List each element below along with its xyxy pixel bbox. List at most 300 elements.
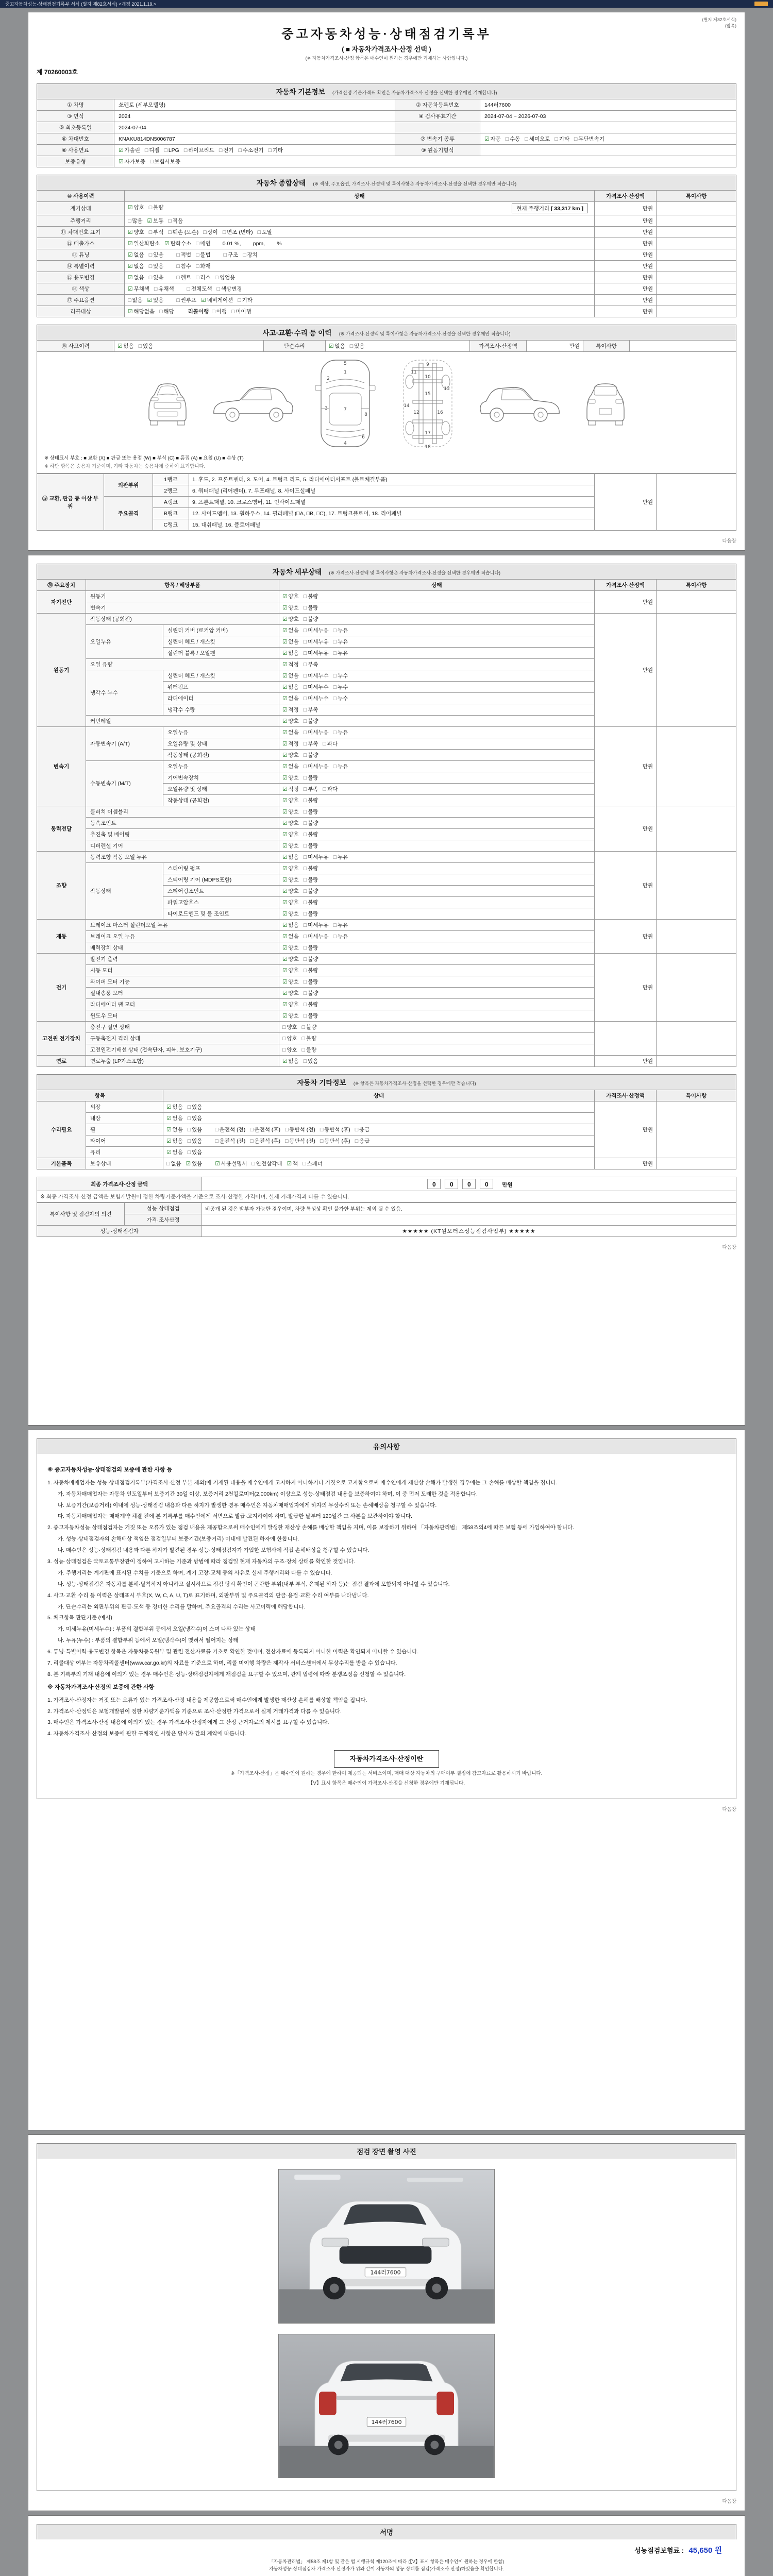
checkbox-option[interactable]: ☑ 없음	[282, 1058, 299, 1064]
checkbox-option[interactable]: □ 불량	[303, 979, 318, 985]
checkbox-option[interactable]: □ 하이브리드	[183, 147, 214, 154]
checked-checkbox-icon: ☑	[282, 900, 288, 906]
checkbox-option[interactable]: □ 불량	[301, 1024, 317, 1030]
checkbox-option[interactable]: ☑ 양호	[282, 979, 299, 985]
insurance-fee-label: 성능점검보험료 :	[634, 2547, 684, 2554]
checkbox-option[interactable]: □ 있음	[138, 343, 154, 349]
price-cell: 만원	[595, 614, 657, 727]
notice-item: 5. 체크항목 판단기준 (예시)	[47, 1615, 112, 1621]
checkbox-option[interactable]: □ 양호	[282, 1036, 297, 1042]
checkbox-option[interactable]: ☑ 양호	[282, 900, 299, 906]
checkbox-option[interactable]: □ 응급	[355, 1127, 370, 1133]
checkbox-option[interactable]: □ 리스	[196, 275, 211, 281]
next-page-link[interactable]: 다음장	[722, 1807, 736, 1813]
checkbox-option[interactable]: ☑ 양호	[128, 229, 144, 235]
mileage-label: 현재 주행거리	[516, 206, 551, 212]
checkbox-option[interactable]: ☑ 없음	[282, 673, 299, 679]
checkbox-option[interactable]: □ 침수	[176, 263, 191, 269]
checkbox-option[interactable]: ☑ 양호	[128, 205, 144, 211]
checked-checkbox-icon: ☑	[282, 809, 288, 815]
checkbox-option[interactable]: ☑ 없음	[166, 1104, 183, 1110]
item-label: 연료누출 (LP가스포함)	[86, 1056, 279, 1067]
checkbox-option[interactable]: ☑ 없음	[166, 1127, 183, 1133]
checkbox-option[interactable]: □ 미세누수	[303, 673, 329, 679]
checkbox-option[interactable]: ☑ 무채색	[128, 286, 149, 292]
checkbox-option[interactable]: □ 불량	[303, 820, 318, 826]
checkbox-option[interactable]: □ 불량	[303, 594, 318, 600]
table-row	[37, 111, 736, 122]
checkbox-option[interactable]: □ 응급	[355, 1138, 370, 1144]
column-header: 가격조사·산정액	[595, 580, 657, 591]
checkbox-option[interactable]: □ 미세누유	[303, 934, 329, 940]
checkbox-option[interactable]: □ 불량	[303, 945, 318, 951]
checkbox-option[interactable]: ☑ 양호	[282, 866, 299, 872]
checked-checkbox-icon: ☑	[282, 990, 288, 996]
checkbox-option[interactable]: ☑ 일산화탄소	[128, 241, 160, 247]
column-header: 상태	[163, 1090, 595, 1101]
checkbox-option[interactable]: □ 불량	[303, 775, 318, 781]
checkbox-option[interactable]: □ 누수	[333, 684, 348, 690]
price-definition-box	[47, 1750, 726, 1787]
checkbox-option[interactable]: □ 많음	[128, 218, 143, 224]
checkbox-option[interactable]: □ 썬루프	[176, 297, 197, 303]
unchecked-checkbox-icon: □	[303, 900, 307, 906]
checkbox-option[interactable]: □ 훼손 (오손)	[168, 229, 199, 235]
checkbox-option[interactable]: □ 불량	[303, 990, 318, 996]
checkbox-option[interactable]: □ 부식	[148, 229, 164, 235]
rank-label: 2랭크	[153, 485, 189, 497]
column-header: 특이사항	[657, 191, 736, 202]
checkbox-option[interactable]: ☑ 적정	[282, 786, 299, 792]
checkbox-option[interactable]: □ 불량	[303, 718, 318, 724]
checkbox-option[interactable]: ☑ 양호	[282, 945, 299, 951]
checkbox-option[interactable]: ☑ 있음	[186, 1161, 203, 1167]
notice-item: 가. 미세누유(미세누수) : 부품의 결합부위 등에서 오일(냉각수)이 스며 나와 있는 상태	[58, 1626, 256, 1633]
inspector-label: 성능·상태점검자	[37, 1226, 202, 1237]
checkbox-option[interactable]: □ 누유	[333, 922, 348, 928]
status-cell	[279, 954, 595, 965]
checkbox-option[interactable]: □ 양호	[282, 1047, 297, 1053]
checkbox-option[interactable]: □ 운전석 (전)	[215, 1127, 246, 1133]
checkbox-option[interactable]: □ 부족	[303, 786, 318, 792]
checkbox-option[interactable]: □ 과다	[323, 786, 338, 792]
checkbox-option[interactable]: ☑ 없음	[117, 343, 134, 349]
status-cell	[279, 602, 595, 614]
checkbox-option[interactable]: □ 세미오토	[525, 136, 550, 142]
unchecked-checkbox-icon: □	[282, 1036, 286, 1042]
subitem-label: 파워고압호스	[163, 897, 279, 908]
checkbox-option[interactable]: □ 해당	[159, 309, 174, 315]
device-group-label: 자기진단	[37, 591, 86, 614]
checkbox-option[interactable]: □ 불량	[303, 968, 318, 974]
checkbox-option[interactable]: □ 미이행	[231, 309, 251, 315]
checkbox-option[interactable]: □ 불량	[303, 1013, 318, 1019]
checkbox-option[interactable]: ☑ 탄화수소	[164, 241, 192, 247]
checkbox-option[interactable]: □ 미세누유	[303, 639, 329, 645]
checkbox-option[interactable]: □ 전체도색	[187, 286, 212, 292]
checkbox-option[interactable]: □ 화재	[196, 263, 211, 269]
checkbox-option[interactable]: □ 색상변경	[216, 286, 242, 292]
checkbox-option[interactable]: □ 누유	[333, 854, 348, 860]
checkbox-option[interactable]: □ 있음	[148, 275, 164, 281]
unchecked-checkbox-icon: □	[196, 275, 199, 281]
unchecked-checkbox-icon: □	[268, 147, 272, 154]
unchecked-checkbox-icon: □	[333, 673, 337, 679]
checkbox-option[interactable]: ☑ 사용설명서	[215, 1161, 247, 1167]
checkbox-option[interactable]: □ 동반석 (후)	[320, 1138, 350, 1144]
checkbox-option[interactable]: □ 수소전기	[238, 147, 264, 154]
unchecked-checkbox-icon: □	[148, 252, 153, 258]
checkbox-option[interactable]: ☑ 양호	[282, 877, 299, 883]
checkbox-option[interactable]: ☑ 가솔린	[119, 147, 140, 154]
checkbox-option[interactable]: ☑ 자동	[484, 136, 501, 142]
checkbox-option[interactable]: □ 있음	[148, 263, 164, 269]
checkbox-option[interactable]: ☑ 없음	[282, 684, 299, 690]
status-cell	[163, 1147, 595, 1158]
checkbox-option[interactable]: □ 부족	[303, 662, 318, 668]
checkbox-option[interactable]: □ 보험사보증	[150, 159, 181, 165]
checkbox-option[interactable]: □ 도말	[257, 229, 273, 235]
checkbox-option[interactable]: □ 상이	[203, 229, 218, 235]
checkbox-option[interactable]: □ 미세누유	[303, 650, 329, 656]
checkbox-option[interactable]: ☑ 없음	[166, 1149, 183, 1156]
checkbox-option[interactable]: □ 유채색	[154, 286, 174, 292]
checkbox-option[interactable]: □ 있음	[187, 1104, 203, 1110]
checkbox-option[interactable]: □ 불량	[303, 798, 318, 804]
checkbox-option[interactable]: ☑ 없음	[282, 854, 299, 860]
unchecked-checkbox-icon: □	[303, 662, 307, 668]
checkbox-option[interactable]: ☑ 적정	[282, 741, 299, 747]
section-title: 자동차 세부상태	[272, 568, 322, 576]
field-label: ⑧ 사용연료	[37, 145, 114, 156]
checkbox-option[interactable]: □ 미세누수	[303, 696, 329, 702]
checkbox-option[interactable]: ☑ 양호	[282, 990, 299, 996]
checked-checkbox-icon: ☑	[128, 275, 133, 281]
checkbox-option[interactable]: ☑ 양호	[282, 832, 299, 838]
table-row	[37, 1101, 736, 1113]
checkbox-option[interactable]: □ 있음	[187, 1138, 203, 1144]
next-page-link[interactable]: 다음장	[722, 538, 736, 544]
checkbox-option[interactable]: □ 과다	[323, 741, 338, 747]
checkbox-option[interactable]: ☑ 적정	[282, 662, 299, 668]
checkbox-option[interactable]: □ 무단변속기	[574, 136, 604, 142]
checkbox-option[interactable]: □ 양호	[282, 1024, 297, 1030]
checkbox-option[interactable]: □ LPG	[164, 147, 179, 154]
rank-items: 1. 후드, 2. 프론트펜더, 3. 도어, 4. 트렁크 리드, 5. 라디에이터서포트 (볼트체결부품)	[189, 474, 595, 485]
row-label: ⑫ 배출가스	[37, 238, 125, 249]
checkbox-option[interactable]: □ 미세누수	[303, 684, 329, 690]
checkbox-option[interactable]: ☑ 양호	[282, 718, 299, 724]
checkbox-option[interactable]: □ 불량	[303, 605, 318, 611]
status-cell	[279, 840, 595, 852]
checkbox-option[interactable]: ☑ 없음	[282, 639, 299, 645]
field-label: ④ 검사유효기간	[395, 111, 480, 122]
checkbox-option[interactable]: □ 누수	[333, 673, 348, 679]
checkbox-option[interactable]: □ 누유	[333, 650, 348, 656]
price-digit: 0	[480, 1179, 493, 1189]
checkbox-option[interactable]: ☑ 보통	[147, 218, 164, 224]
checkbox-option[interactable]: ☑ 없음	[282, 764, 299, 770]
status-cell	[279, 1056, 595, 1067]
next-page-link[interactable]: 다음장	[722, 2499, 736, 2504]
checkbox-option[interactable]: □ 운전석 (후)	[250, 1138, 281, 1144]
topbar-accent-chip[interactable]	[754, 2, 768, 6]
checkbox-option[interactable]: □ 있음	[349, 343, 365, 349]
checkbox-option[interactable]: □ 누유	[333, 639, 348, 645]
checkbox-option[interactable]: □ 적음	[168, 218, 183, 224]
price-definition-line: ※「가격조사·산정」은 매수인이 원하는 경우에 한하여 제공되는 서비스이며, 매매 대상 자동차의 구매여부 결정에 참고자료로 활용하시기 바랍니다.	[230, 1770, 543, 1776]
checkbox-option[interactable]: ☑ 없음	[282, 730, 299, 736]
item-label: 브레이크 오일 누유	[86, 931, 279, 942]
opinion-text	[202, 1214, 736, 1226]
unchecked-checkbox-icon: □	[231, 309, 235, 315]
checkbox-option[interactable]: ☑ 양호	[282, 616, 299, 622]
price-cell: 만원	[595, 227, 657, 238]
status-code-legend-note: ※ 하단 항목은 승용차 기준이며, 기타 자동차는 승용차에 준하여 표기합니다.	[44, 464, 206, 469]
checkbox-option[interactable]: ☑ 잭	[287, 1161, 298, 1167]
checkbox-option[interactable]: □ 동반석 (전)	[285, 1138, 315, 1144]
checkbox-option[interactable]: □ 매연	[196, 241, 211, 247]
checkbox-option[interactable]: □ 있음	[148, 252, 164, 258]
checkbox-option[interactable]: □ 디젤	[144, 147, 160, 154]
checkbox-option[interactable]: ☑ 해당없음	[128, 309, 155, 315]
license-plate-rear: 144러7600	[371, 2418, 402, 2426]
checkbox-option[interactable]: ☑ 양호	[282, 888, 299, 894]
remark-cell	[657, 1101, 736, 1158]
checkbox-option[interactable]: □ 불량	[301, 1036, 317, 1042]
checked-checkbox-icon: ☑	[166, 1104, 172, 1110]
detail-status-table	[37, 579, 736, 1067]
checkbox-option[interactable]: □ 이행	[212, 309, 227, 315]
field-label: ① 차명	[37, 99, 114, 111]
unchecked-checkbox-icon: □	[303, 673, 307, 679]
document-page-1	[28, 12, 745, 551]
checkbox-option[interactable]: □ 스패너	[303, 1161, 323, 1167]
checkbox-option[interactable]: □ 있음	[303, 1058, 318, 1064]
checked-checkbox-icon: ☑	[166, 1149, 172, 1156]
checked-checkbox-icon: ☑	[282, 696, 288, 702]
row-label: ⑪ 차대번호 표기	[37, 227, 125, 238]
checkbox-option[interactable]: □ 부족	[303, 707, 318, 713]
checkbox-option[interactable]: □ 적법	[176, 252, 191, 258]
checkbox-option[interactable]: □ 불량	[303, 911, 318, 917]
checkbox-option[interactable]: □ 장치	[243, 252, 258, 258]
notice-body	[37, 1454, 736, 1799]
checkbox-option[interactable]: ☑ 없음	[282, 650, 299, 656]
status-cell	[279, 806, 595, 818]
checked-checkbox-icon: ☑	[128, 286, 133, 292]
remark-cell	[657, 591, 736, 614]
table-row	[37, 591, 736, 602]
unchecked-checkbox-icon: □	[301, 1024, 305, 1030]
checked-checkbox-icon: ☑	[282, 639, 288, 645]
checkbox-option[interactable]: ☑ 없음	[128, 252, 144, 258]
checkbox-option[interactable]: ☑ 양호	[282, 843, 299, 849]
checkbox-option[interactable]: □ 수동	[505, 136, 520, 142]
checkbox-option[interactable]: □ 없음	[166, 1161, 181, 1167]
checkbox-option[interactable]: □ 기타	[268, 147, 283, 154]
price-definition-lines	[47, 1770, 726, 1788]
unchecked-checkbox-icon: □	[333, 650, 337, 656]
rank-items: 6. 쿼터패널 (리어펜더), 7. 루프패널, 8. 사이드실패널	[189, 485, 595, 497]
checkbox-option[interactable]: ☑ 양호	[282, 968, 299, 974]
table-row	[37, 283, 736, 295]
unchecked-checkbox-icon: □	[183, 147, 188, 154]
checkbox-option[interactable]: ☑ 없음	[166, 1138, 183, 1144]
panel-group-label: 주요골격	[104, 497, 153, 531]
checked-checkbox-icon: ☑	[282, 730, 288, 736]
table-row	[37, 806, 736, 818]
checkbox-option[interactable]: ☑ 없음	[282, 922, 299, 928]
section-title: 점검 장면 촬영 사진	[357, 2148, 416, 2156]
checkbox-option[interactable]: ☑ 양호	[282, 809, 299, 815]
checkbox-option[interactable]: ☑ 없음	[128, 263, 144, 269]
checkbox-option[interactable]: □ 누수	[333, 696, 348, 702]
item-label: 냉각수 누수	[86, 670, 163, 716]
checkbox-option[interactable]: ☑ 네비게이션	[201, 297, 233, 303]
checkbox-option[interactable]: □ 동반석 (전)	[285, 1127, 315, 1133]
table-row	[37, 1177, 736, 1191]
mileage-value: [ 33,317 km ]	[550, 206, 583, 212]
item-label: 원동기	[86, 591, 279, 602]
checkbox-option[interactable]: □ 불량	[303, 752, 318, 758]
checkbox-option[interactable]: □ 불량	[303, 1002, 318, 1008]
checkbox-option[interactable]: ☑ 없음	[329, 343, 345, 349]
checkbox-option[interactable]: ☑ 자가보증	[119, 159, 145, 165]
checkbox-option[interactable]: □ 불량	[303, 809, 318, 815]
checkbox-option[interactable]: □ 변조 (변타)	[222, 229, 253, 235]
item-label: 와이퍼 모터 기능	[86, 976, 279, 988]
unchecked-checkbox-icon: □	[303, 843, 307, 849]
checkbox-option[interactable]: □ 미세누유	[303, 854, 329, 860]
checkbox-option[interactable]: □ 불량	[303, 616, 318, 622]
unchecked-checkbox-icon: □	[223, 252, 227, 258]
checkbox-option[interactable]: □ 동반석 (후)	[320, 1127, 350, 1133]
unchecked-checkbox-icon: □	[176, 252, 180, 258]
checkbox-option[interactable]: □ 기타	[238, 297, 253, 303]
remark-cell	[657, 306, 736, 317]
unchecked-checkbox-icon: □	[303, 616, 307, 622]
checkbox-option[interactable]: ☑ 양호	[282, 1002, 299, 1008]
status-cell	[125, 306, 595, 317]
checkbox-option[interactable]: ☑ 양호	[282, 594, 299, 600]
unchecked-checkbox-icon: □	[303, 854, 307, 860]
checkbox-option[interactable]: □ 불량	[303, 832, 318, 838]
checkbox-option[interactable]: ☑ 양호	[282, 798, 299, 804]
unchecked-checkbox-icon: □	[323, 786, 326, 792]
checkbox-option[interactable]: ☑ 양호	[282, 820, 299, 826]
status-cell	[279, 670, 595, 682]
section-header-overall-status	[37, 175, 736, 190]
checkbox-option[interactable]: ☑ 있음	[147, 297, 164, 303]
checkbox-option[interactable]: □ 불량	[301, 1047, 317, 1053]
notice-item: 8. 본 기록부의 기재 내용에 이의가 있는 경우 매수인은 성능·상태점검자에게 재점검을 요구할 수 있으며, 관계 법령에 따라 분쟁조정을 신청할 수 있습니다.	[47, 1671, 406, 1677]
checkbox-option[interactable]: □ 미세누유	[303, 628, 329, 634]
checkbox-option[interactable]: □ 있음	[187, 1115, 203, 1122]
checkbox-option[interactable]: □ 불량	[148, 205, 164, 211]
checkbox-option[interactable]: □ 불량	[303, 843, 318, 849]
item-label: 작동상태	[86, 863, 163, 920]
checked-checkbox-icon: ☑	[282, 650, 288, 656]
checkbox-option[interactable]: ☑ 없음	[282, 934, 299, 940]
checkbox-option[interactable]: □ 불량	[303, 866, 318, 872]
unchecked-checkbox-icon: □	[303, 934, 307, 940]
rank-items: 15. 대쉬패널, 16. 플로어패널	[189, 519, 595, 531]
item-label: 등속조인트	[86, 818, 279, 829]
section-note: (※ 가격조사·산정액 및 특이사항은 자동차가격조사·산정을 선택한 경우에만 적습니다)	[329, 570, 501, 575]
price-column-label: 가격조사·산정액	[470, 341, 527, 352]
checkbox-option[interactable]: □ 불량	[303, 888, 318, 894]
checkbox-option[interactable]: □ 미세누유	[303, 922, 329, 928]
checkbox-option[interactable]: □ 미세누유	[303, 730, 329, 736]
status-cell	[163, 1124, 595, 1136]
checkbox-option[interactable]: □ 불량	[303, 900, 318, 906]
field-value: 144러7600	[480, 99, 736, 111]
remark-cell	[657, 1056, 736, 1067]
checkbox-option[interactable]: □ 렌트	[176, 275, 191, 281]
checkbox-option[interactable]: ☑ 없음	[128, 275, 144, 281]
unchecked-checkbox-icon: □	[187, 1149, 191, 1156]
panel-number-label: 15	[425, 392, 431, 397]
checkbox-option[interactable]: □ 불법	[196, 252, 211, 258]
panel-number-label: 9	[426, 362, 429, 367]
checkbox-option[interactable]: □ 불량	[303, 956, 318, 962]
checkbox-option[interactable]: □ 부족	[303, 741, 318, 747]
next-page-link[interactable]: 다음장	[722, 1245, 736, 1250]
checkbox-option[interactable]: □ 없음	[128, 297, 143, 303]
checkbox-option[interactable]: ☑ 양호	[282, 775, 299, 781]
checkbox-option[interactable]: □ 운전석 (전)	[215, 1138, 246, 1144]
checkbox-option[interactable]: ☑ 양호	[282, 956, 299, 962]
checkbox-option[interactable]: ☑ 없음	[166, 1115, 183, 1122]
checkbox-option[interactable]: □ 기타	[554, 136, 569, 142]
panel-number-label: 18	[425, 445, 431, 450]
legal-text-line2: 자동차성능·상태점검자·가격조사·산정자가 위와 같이 자동차의 성능·상태를 점검(가격조사·산정)하였음을 확인합니다.	[269, 2566, 504, 2571]
checkbox-option[interactable]: ☑ 없음	[282, 628, 299, 634]
checkbox-option[interactable]: ☑ 없음	[282, 696, 299, 702]
section-title: 자동차 종합상태	[256, 179, 306, 187]
checkbox-option[interactable]: □ 운전석 (후)	[250, 1127, 281, 1133]
checkbox-option[interactable]: □ 있음	[187, 1149, 203, 1156]
checkbox-option[interactable]: □ 누유	[333, 730, 348, 736]
checkbox-option[interactable]: ☑ 양호	[282, 1013, 299, 1019]
checkbox-option[interactable]: □ 영업용	[215, 275, 236, 281]
checkbox-option[interactable]: □ 있음	[187, 1127, 203, 1133]
subitem-label: 라디에이터	[163, 693, 279, 704]
checkbox-option[interactable]: ☑ 적정	[282, 707, 299, 713]
checkbox-option[interactable]: ☑ 양호	[282, 911, 299, 917]
unchecked-checkbox-icon: □	[355, 1138, 359, 1144]
checkbox-option[interactable]: ☑ 양호	[282, 752, 299, 758]
price-cell: 만원	[595, 1056, 657, 1067]
column-header: 특이사항	[657, 580, 736, 591]
checkbox-option[interactable]: ☑ 양호	[282, 605, 299, 611]
simple-repair-label: 단순수리	[264, 341, 326, 352]
checked-checkbox-icon: ☑	[119, 147, 124, 154]
status-cell	[279, 648, 595, 659]
checkbox-option[interactable]: □ 미세누유	[303, 764, 329, 770]
checkbox-option[interactable]: □ 전기	[219, 147, 234, 154]
checkbox-option[interactable]: □ 누유	[333, 628, 348, 634]
checkbox-option[interactable]: □ 누유	[333, 934, 348, 940]
checkbox-option[interactable]: □ 안전삼각대	[251, 1161, 282, 1167]
checkbox-option[interactable]: □ 누유	[333, 764, 348, 770]
subitem-label: 유리	[86, 1147, 163, 1158]
unchecked-checkbox-icon: □	[333, 764, 337, 770]
checkbox-option[interactable]: □ 불량	[303, 877, 318, 883]
status-cell	[279, 1010, 595, 1022]
checkbox-option[interactable]: □ 구조	[223, 252, 239, 258]
